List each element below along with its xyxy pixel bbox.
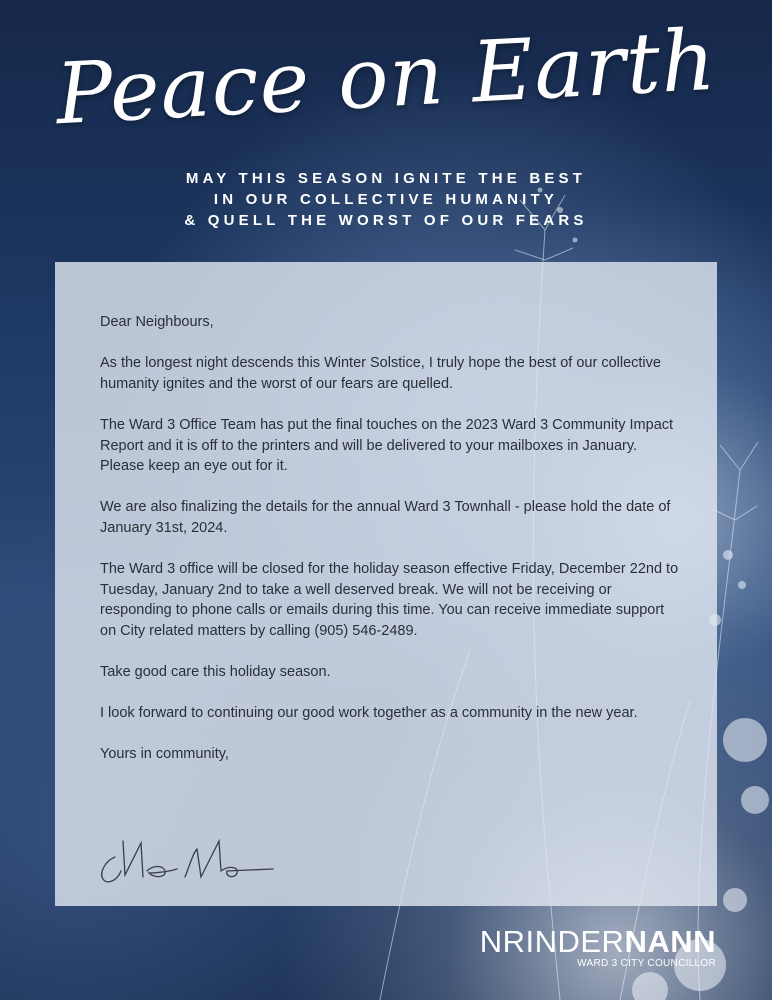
letter-panel: [55, 262, 717, 906]
letter-body: [100, 312, 680, 786]
tagline-line-2: IN OUR COLLECTIVE HUMANITY: [213, 191, 559, 208]
letter-paragraph: The Ward 3 Office Team has put the final touches on the 2023 Ward 3 Community Impact Report and it is off to the printers and will be delivered to your mailboxes in January. Please keep an eye out for it.: [100, 416, 674, 475]
brand-logo: [480, 926, 716, 969]
letter-paragraph: As the longest night descends this Winter Solstice, I truly hope the best of our collective humanity ignites and the worst of our fears are quelled.: [100, 355, 661, 392]
handwritten-signature: [93, 827, 293, 897]
brand-first-name: NRINDER: [479, 924, 625, 959]
brand-name: [480, 926, 716, 958]
tagline: [0, 168, 772, 231]
letter-salutation: Dear Neighbours,: [100, 314, 214, 330]
tagline-line-1: MAY THIS SEASON IGNITE THE BEST: [185, 170, 587, 187]
brand-subtitle: WARD 3 CITY COUNCILLOR: [577, 958, 716, 969]
page-title: Peace on Earth: [53, 10, 719, 144]
letter-paragraph: I look forward to continuing our good work together as a community in the new year.: [100, 705, 638, 722]
letter-closing: Yours in community,: [100, 746, 229, 763]
letter-paragraph: The Ward 3 office will be closed for the holiday season effective Friday, December 22nd to Tuesday, January 2nd to take a well deserved break. We will not be receiving or responding to phone calls or emails during this time. You can receive immediate support on City related matters by calling (905) 546-2489.: [100, 561, 679, 639]
letter-paragraph: Take good care this holiday season.: [100, 664, 331, 681]
tagline-line-3: & QUELL THE WORST OF OUR FEARS: [184, 212, 588, 229]
letter-paragraph: We are also finalizing the details for the annual Ward 3 Townhall - please hold the date of January 31st, 2024.: [100, 499, 671, 536]
brand-last-name: NANN: [624, 924, 716, 959]
